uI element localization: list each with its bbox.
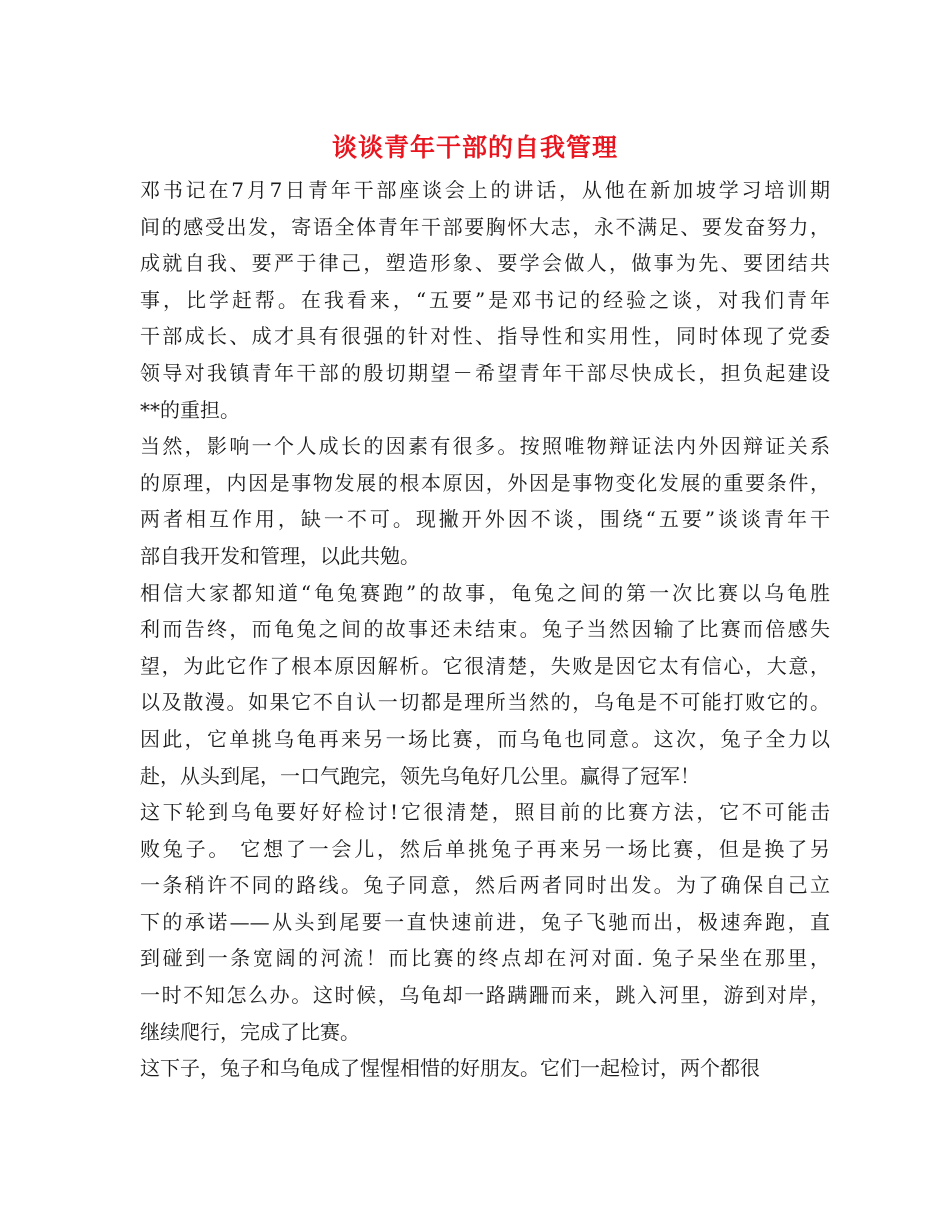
paragraph	[140, 575, 830, 795]
text-line: 下的承诺——从头到尾要一直快速前进，兔子飞驰而出，极速奔跑，直	[140, 909, 830, 934]
text-line: 当然，影响一个人成长的因素有很多。按照唯物辩证法内外因辩证关系	[140, 434, 830, 459]
text-line: 邓书记在7月7日青年干部座谈会上的讲话，从他在新加坡学习培训期	[140, 178, 830, 202]
text-line: 间的感受出发，寄语全体青年干部要胸怀大志，永不满足、要发奋努力，	[140, 214, 830, 239]
document-body	[140, 172, 830, 1087]
text-line: 干部成长、成才具有很强的针对性、指导性和实用性，同时体现了党委	[140, 324, 830, 349]
paragraph	[140, 1050, 830, 1087]
text-line: 到碰到一条宽阔的河流！而比赛的终点却在河对面. 兔子呆坐在那里，	[140, 946, 830, 971]
text-line: 败兔子。 它想了一会儿，然后单挑兔子再来另一场比赛，但是换了另	[140, 836, 830, 861]
paragraph	[140, 428, 830, 574]
text-line: 一条稍许不同的路线。兔子同意，然后两者同时出发。为了确保自己立	[140, 873, 830, 898]
text-line: 继续爬行，完成了比赛。	[140, 1019, 360, 1044]
text-line: 相信大家都知道“龟兔赛跑”的故事，龟兔之间的第一次比赛以乌龟胜	[140, 580, 830, 605]
text-line: 这下子，兔子和乌龟成了惺惺相惜的好朋友。它们一起检讨，两个都很	[140, 1056, 760, 1081]
text-line: 领导对我镇青年干部的殷切期望－希望青年干部尽快成长，担负起建设	[140, 360, 830, 385]
text-line: 部自我开发和管理，以此共勉。	[140, 543, 420, 568]
text-line: 的原理，内因是事物发展的根本原因，外因是事物变化发展的重要条件，	[140, 470, 830, 495]
paragraph	[140, 794, 830, 1050]
text-line: 利而告终，而龟兔之间的故事还未结束。兔子当然因输了比赛而倍感失	[140, 617, 830, 642]
text-line: 事，比学赶帮。在我看来，“五要”是邓书记的经验之谈，对我们青年	[140, 287, 830, 312]
text-line: 成就自我、要严于律己，塑造形象、要学会做人，做事为先、要团结共	[140, 251, 830, 276]
text-line: **的重担。	[140, 397, 240, 422]
text-line: 望，为此它作了根本原因解析。它很清楚，失败是因它太有信心，大意，	[140, 653, 830, 678]
text-line: 一时不知怎么办。这时候，乌龟却一路蹒跚而来，跳入河里，游到对岸，	[140, 983, 830, 1008]
text-line: 以及散漫。如果它不自认一切都是理所当然的，乌龟是不可能打败它的。	[140, 690, 830, 715]
document-title: 谈谈青年干部的自我管理	[331, 133, 618, 162]
text-line: 两者相互作用，缺一不可。现撇开外因不谈，围绕“五要”谈谈青年干	[140, 507, 830, 532]
paragraph	[140, 172, 830, 428]
text-line: 这下轮到乌龟要好好检讨!它很清楚，照目前的比赛方法，它不可能击	[140, 800, 830, 825]
text-line: 因此，它单挑乌龟再来另一场比赛，而乌龟也同意。这次，兔子全力以	[140, 726, 830, 751]
text-line: 赴，从头到尾，一口气跑完，领先乌龟好几公里。赢得了冠军！	[140, 763, 700, 788]
